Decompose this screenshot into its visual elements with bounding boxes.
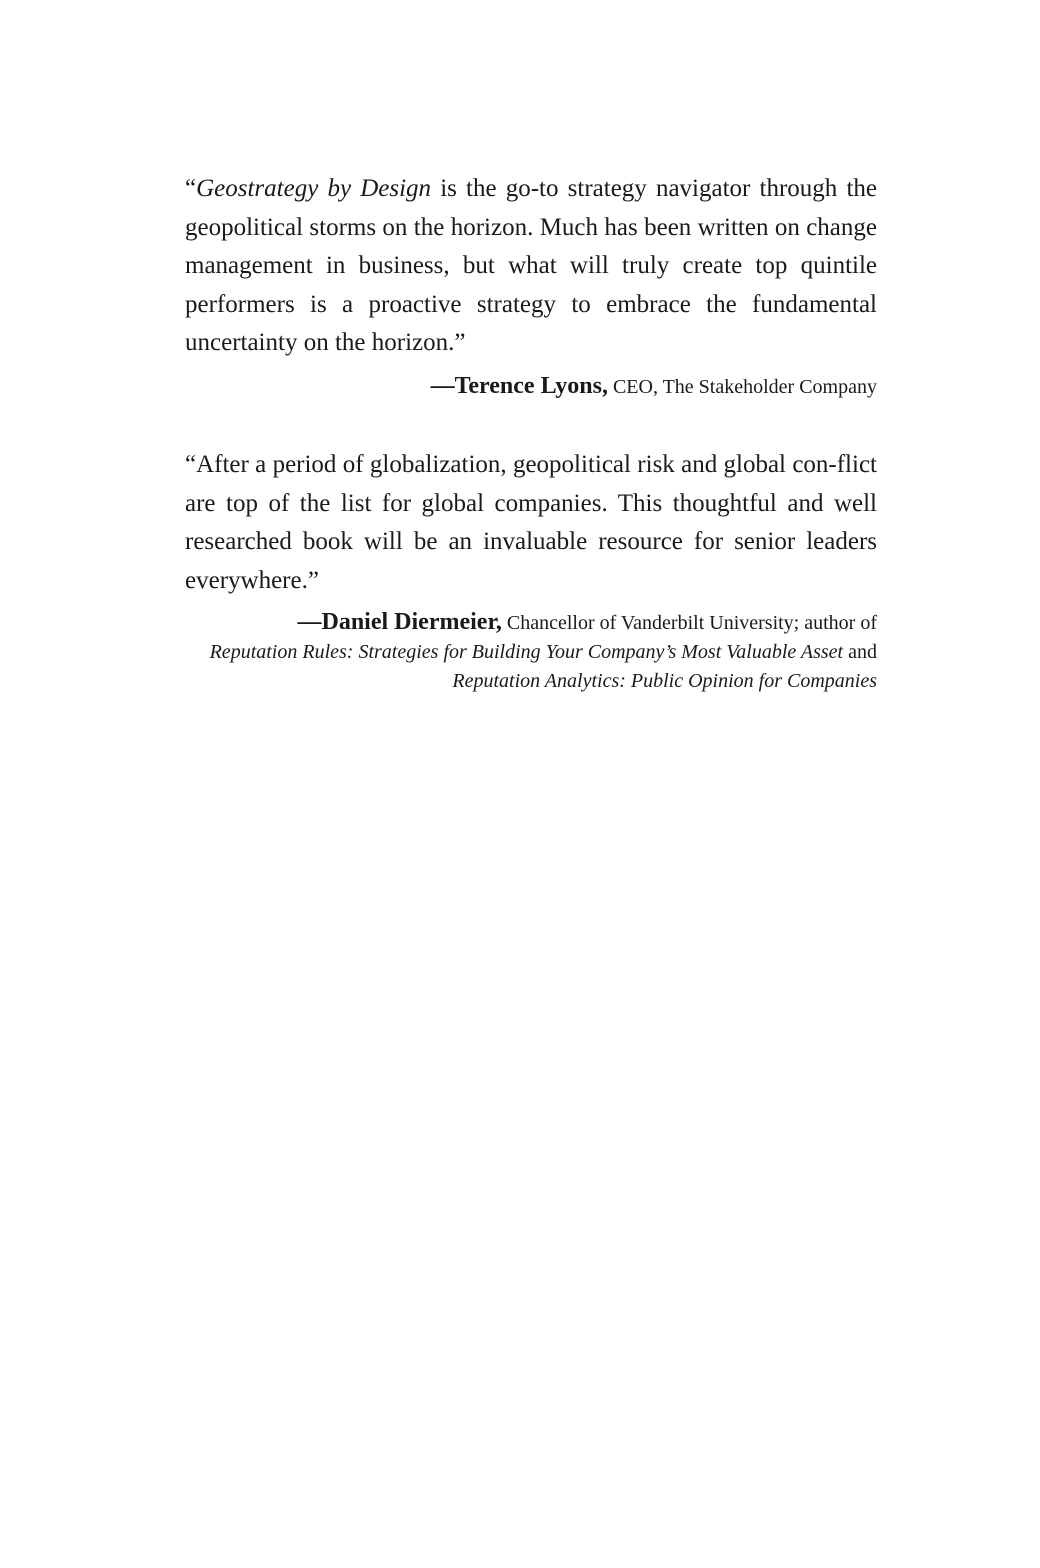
endorser-affiliation: CEO, The Stakeholder Company (607, 375, 877, 398)
book-title: Geostrategy by Design (196, 175, 432, 202)
quote-body: is the go-to strategy navigator through the geopolitical storms on the horizon. Much has been written on change management in business, but what will truly create top quintile performers is a proactive strategy to embrace the fundamental uncertainty on the horizon.” (185, 175, 877, 357)
attribution-lyons (185, 372, 877, 402)
endorser-name: —Terence Lyons, (430, 372, 608, 399)
endorsement-quote-diermeier (185, 446, 877, 600)
book-title-reputation-rules: Reputation Rules: Strategies for Building Your Company’s Most Valuable Asset (209, 641, 844, 664)
connector-text: and (843, 641, 877, 664)
endorsements-page (185, 170, 877, 696)
attribution-diermeier (185, 608, 877, 696)
quote-body: “After a period of globalization, geopolitical risk and global con-flict are top of the list for global companies. This thoughtful and well researched book will be an invaluable resource for senior leaders everywhere.” (185, 450, 877, 594)
endorsement-quote-lyons (185, 170, 877, 363)
book-title-reputation-analytics: Reputation Analytics: Public Opinion for Companies (452, 670, 877, 693)
endorser-affiliation: Chancellor of Vanderbilt University; author of (501, 612, 877, 635)
endorser-name: —Daniel Diermeier, (297, 609, 502, 636)
open-quote-mark: “ (185, 175, 197, 202)
